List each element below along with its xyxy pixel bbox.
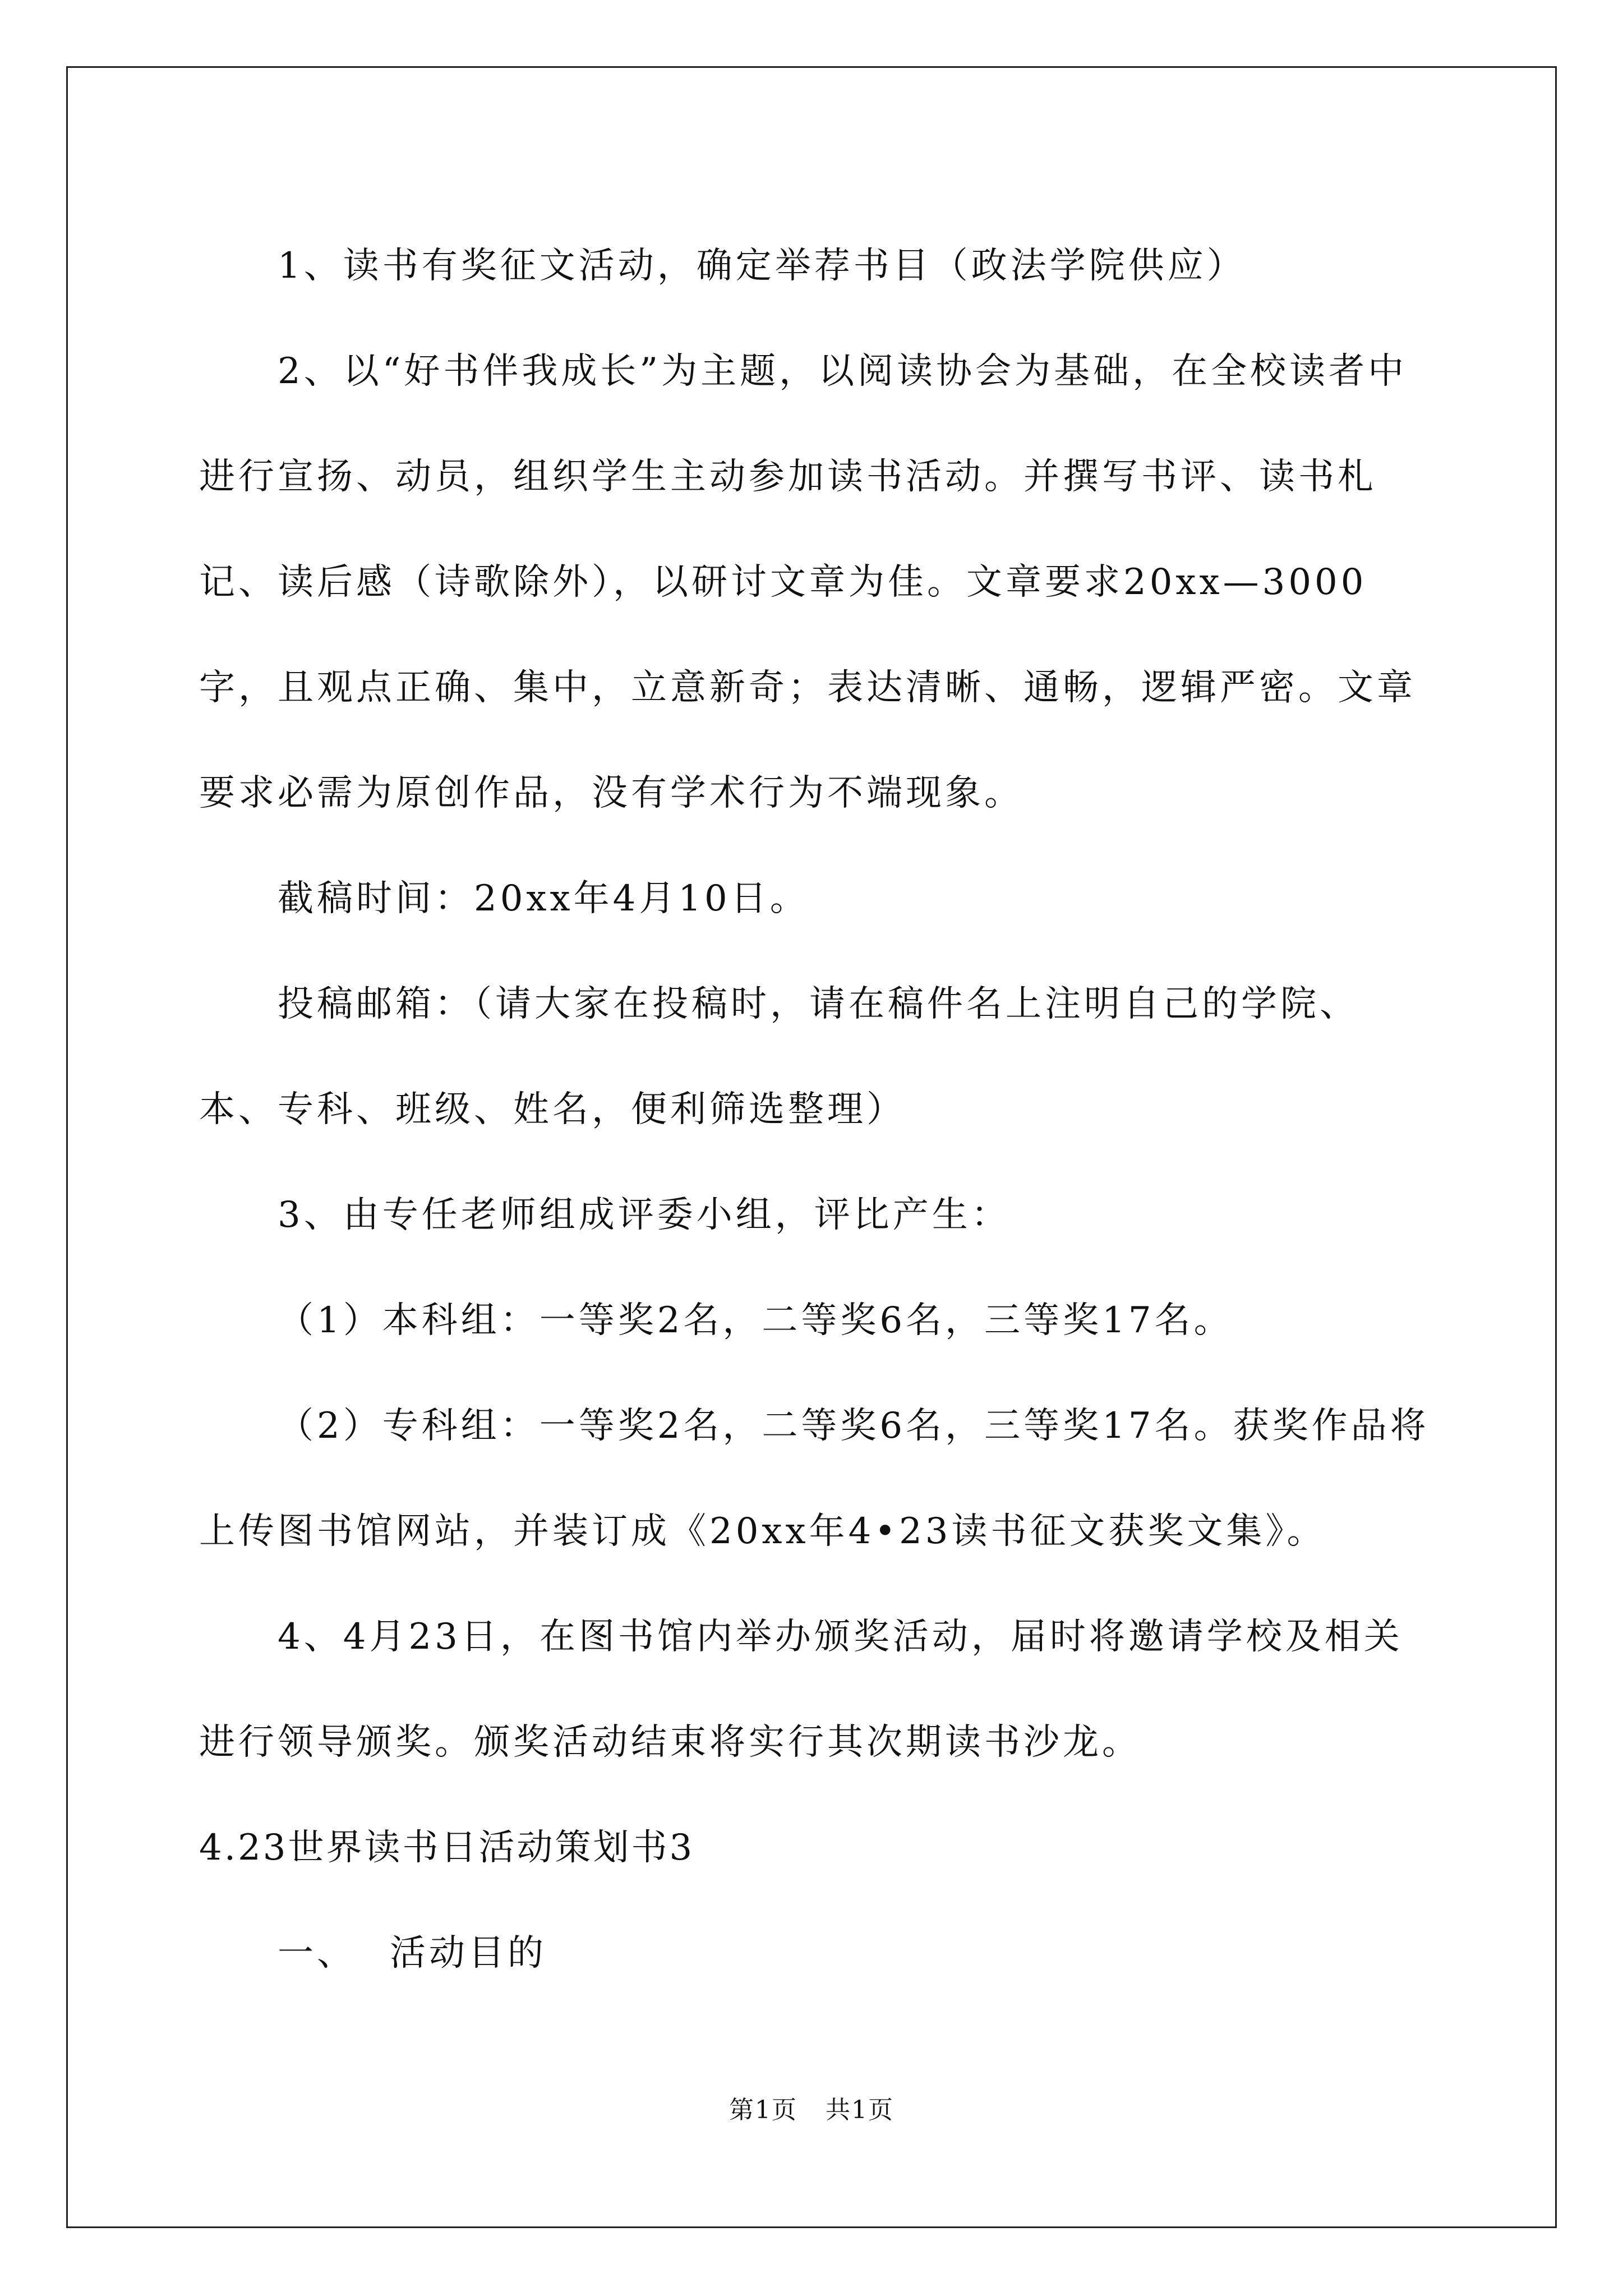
page-current: 第1页 (729, 2096, 797, 2124)
subsection-heading (199, 1901, 1433, 2006)
paragraph-item-3: 3、由专任老师组成评委小组，评比产生： (278, 1194, 1011, 1236)
paragraph-item-4: 4、4月23日，在图书馆内举办颁奖活动，届时将邀请学校及相关进行领导颁奖。颁奖活动结束将实行其次期读书沙龙。 (199, 1616, 1403, 1763)
paragraph-item-2: 2、以“好书伴我成长”为主题，以阅读协会为基础，在全校读者中进行宣扬、动员，组织学生主动参加读书活动。并撰写书评、读书札记、读后感（诗歌除外），以研讨文章为佳。文章要求20xx—3000字，且观点正确、集中，立意新奇；表达清晰、通畅，逻辑严密。文章要求必需为原创作品，没有学术行为不端现象。 (199, 351, 1416, 814)
paragraph-college-awards: （2）专科组：一等奖2名，二等奖6名，三等奖17名。获奖作品将上传图书馆网站，并装订成《20xx年4•23读书征文获奖文集》。 (199, 1405, 1430, 1552)
section-title: 4.23世界读书日活动策划书3 (199, 1827, 695, 1869)
page-footer (0, 2090, 1623, 2125)
paragraph-deadline: 截稿时间：20xx年4月10日。 (278, 878, 809, 919)
paragraph-undergrad-awards: （1）本科组：一等奖2名，二等奖6名，三等奖17名。 (278, 1300, 1233, 1341)
document-body (199, 213, 1433, 2006)
paragraph-submission-email: 投稿邮箱：（请大家在投稿时，请在稿件名上注明自己的学院、本、专科、班级、姓名，便利筛选整理） (199, 983, 1359, 1130)
subsection-number: 一、 (278, 1932, 356, 1974)
subsection-title: 活动目的 (390, 1932, 547, 1974)
page-total: 共1页 (826, 2096, 894, 2124)
paragraph-item-1: 1、读书有奖征文活动，确定举荐书目（政法学院供应） (278, 245, 1246, 287)
